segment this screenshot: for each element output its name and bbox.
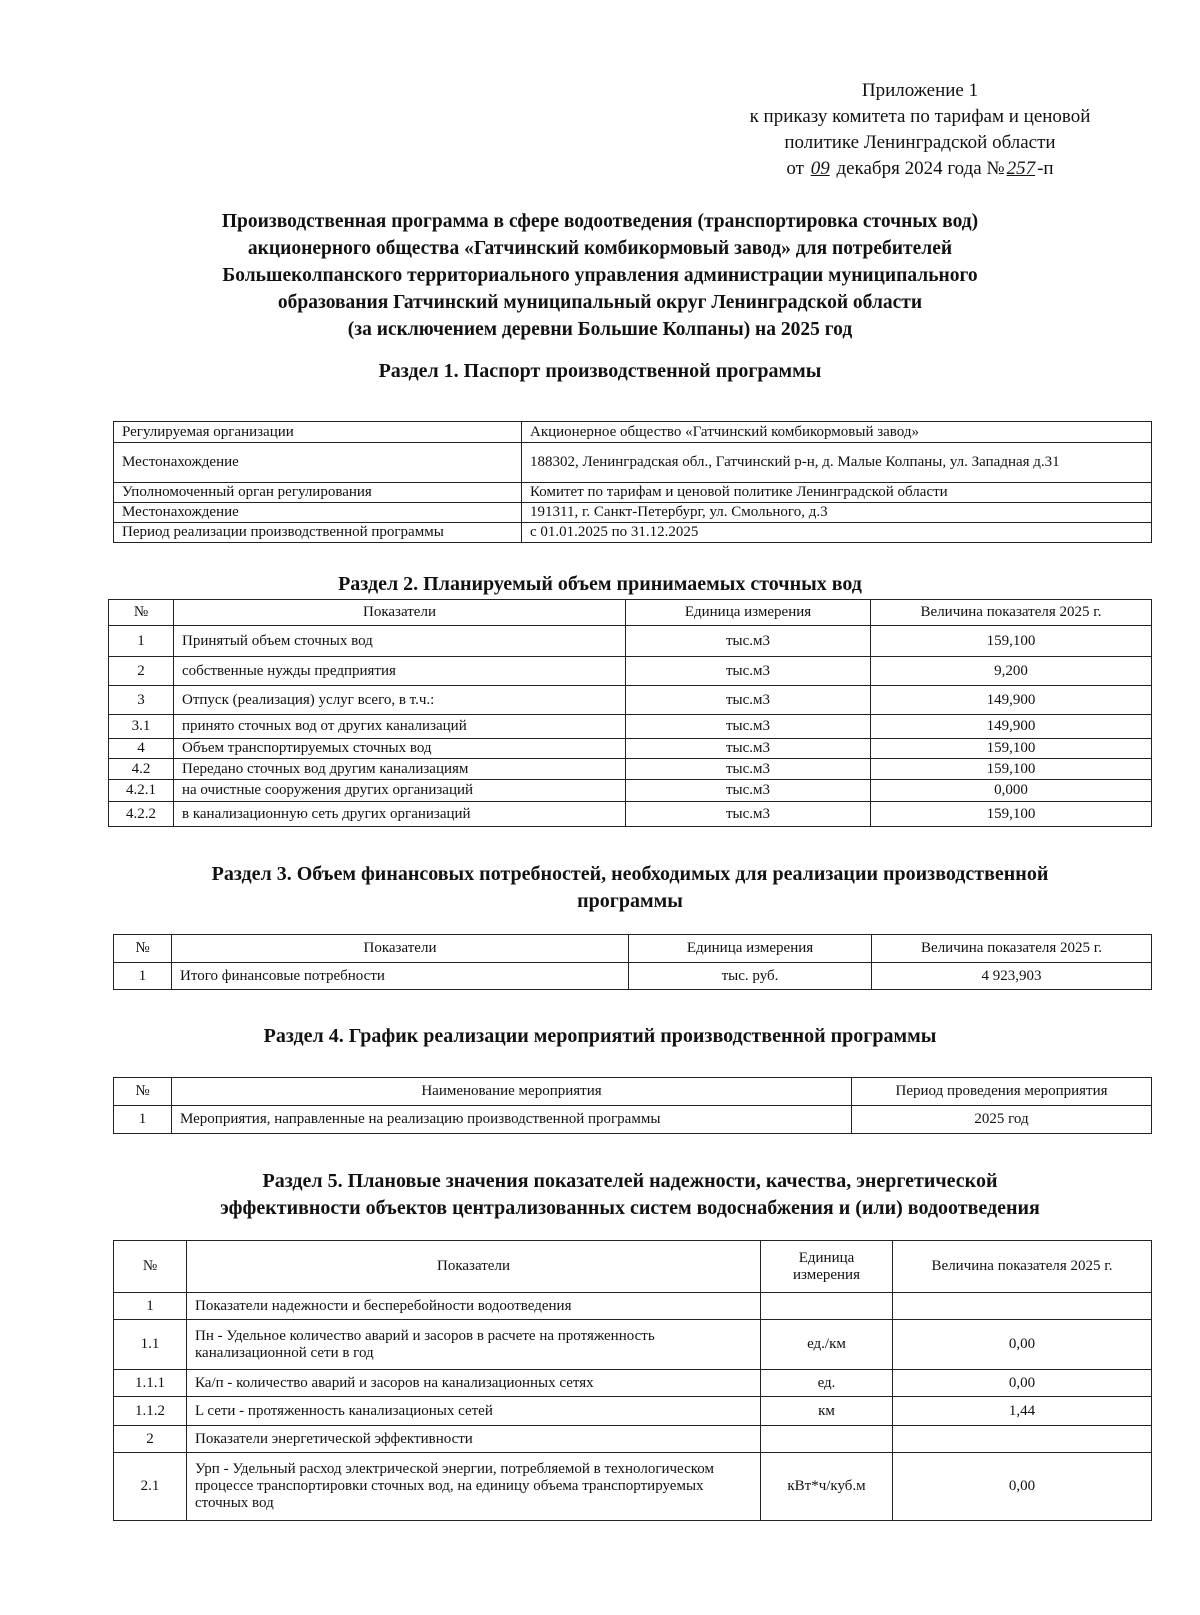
section-5-title-line-1: Раздел 5. Плановые значения показателей надежности, качества, энергетической	[262, 1170, 998, 1192]
row-value: 0,00	[893, 1453, 1152, 1521]
col-header-unit: Единица измерения	[629, 935, 872, 963]
row-num: 4.2.1	[109, 780, 174, 802]
row-value: 4 923,903	[872, 963, 1152, 990]
section-3-title-line-2: программы	[577, 890, 683, 912]
row-unit: тыс.м3	[626, 780, 871, 802]
section-3-title	[110, 861, 1150, 915]
row-name: в канализационную сеть других организаций	[174, 802, 626, 827]
row-num: 2.1	[114, 1453, 187, 1521]
row-num: 2	[114, 1426, 187, 1453]
table-header-row	[114, 1078, 1152, 1106]
row-name: Ка/п - количество аварий и засоров на канализационных сетях	[187, 1370, 761, 1397]
passport-value: Комитет по тарифам и ценовой политике Ленинградской области	[522, 483, 1152, 503]
row-num: 1.1	[114, 1320, 187, 1370]
row-value: 0,00	[893, 1370, 1152, 1397]
row-value: 149,900	[871, 686, 1152, 715]
row-name: принято сточных вод от других канализаций	[174, 715, 626, 739]
section-1-title: Раздел 1. Паспорт производственной программы	[378, 360, 822, 382]
row-unit: тыс.м3	[626, 759, 871, 780]
row-value: 159,100	[871, 759, 1152, 780]
table-row	[109, 759, 1152, 780]
appendix-line-3: политике Ленинградской области	[784, 132, 1056, 153]
passport-label: Регулируемая организации	[114, 422, 522, 443]
row-num: 1.1.1	[114, 1370, 187, 1397]
row-num: 1	[114, 1106, 172, 1134]
col-header-value: Величина показателя 2025 г.	[872, 935, 1152, 963]
wastewater-volume-table	[108, 599, 1152, 827]
table-row	[114, 1453, 1152, 1521]
row-name: Объем транспортируемых сточных вод	[174, 739, 626, 759]
passport-value: 191311, г. Санкт-Петербург, ул. Смольного, д.3	[522, 503, 1152, 523]
title-line-5: (за исключением деревни Большие Колпаны) на 2025 год	[347, 319, 853, 340]
row-name: Пн - Удельное количество аварий и засоров в расчете на протяженность канализационной сети в год	[187, 1320, 761, 1370]
section-5-title	[110, 1168, 1150, 1222]
col-header-indicator: Показатели	[172, 935, 629, 963]
row-name: Принятый объем сточных вод	[174, 626, 626, 657]
row-value: 159,100	[871, 739, 1152, 759]
col-header-num: №	[109, 600, 174, 626]
row-num: 4.2	[109, 759, 174, 780]
col-header-value: Величина показателя 2025 г.	[871, 600, 1152, 626]
row-value: 159,100	[871, 802, 1152, 827]
row-unit: тыс.м3	[626, 657, 871, 686]
title-line-2: акционерного общества «Гатчинский комбикормовый завод» для потребителей	[247, 238, 953, 259]
row-period: 2025 год	[852, 1106, 1152, 1134]
row-unit	[761, 1426, 893, 1453]
appendix-date-line	[690, 156, 1150, 182]
passport-value: Акционерное общество «Гатчинский комбикормовый завод»	[522, 422, 1152, 443]
row-num: 1	[109, 626, 174, 657]
order-suffix: -п	[1037, 158, 1054, 179]
row-value: 1,44	[893, 1397, 1152, 1426]
table-row	[109, 626, 1152, 657]
table-row	[114, 503, 1152, 523]
col-header-indicator: Показатели	[187, 1241, 761, 1293]
row-value: 0,000	[871, 780, 1152, 802]
table-row	[114, 963, 1152, 990]
appendix-line-1: Приложение 1	[861, 80, 979, 101]
table-row	[109, 686, 1152, 715]
table-row	[114, 1293, 1152, 1320]
table-header-row	[114, 935, 1152, 963]
row-value	[893, 1426, 1152, 1453]
row-name: Отпуск (реализация) услуг всего, в т.ч.:	[174, 686, 626, 715]
table-header-row	[109, 600, 1152, 626]
row-unit: ед./км	[761, 1320, 893, 1370]
row-name: Мероприятия, направленные на реализацию производственной программы	[172, 1106, 852, 1134]
title-line-3: Большеколпанского территориального управления администрации муниципального	[222, 265, 978, 286]
passport-label: Местонахождение	[114, 443, 522, 483]
row-unit: кВт*ч/куб.м	[761, 1453, 893, 1521]
reliability-indicators-table	[113, 1240, 1152, 1521]
date-middle: декабря 2024 года №	[836, 158, 1005, 179]
row-unit: тыс.м3	[626, 626, 871, 657]
passport-value: с 01.01.2025 по 31.12.2025	[522, 523, 1152, 543]
row-value	[893, 1293, 1152, 1320]
passport-value: 188302, Ленинградская обл., Гатчинский р-н, д. Малые Колпаны, ул. Западная д.31	[522, 443, 1152, 483]
col-header-num: №	[114, 1241, 187, 1293]
table-row	[114, 1370, 1152, 1397]
table-row	[109, 715, 1152, 739]
row-value: 159,100	[871, 626, 1152, 657]
appendix-line-2: к приказу комитета по тарифам и ценовой	[749, 106, 1091, 127]
table-row	[114, 422, 1152, 443]
row-unit	[761, 1293, 893, 1320]
row-name: Передано сточных вод другим канализациям	[174, 759, 626, 780]
col-header-activity: Наименование мероприятия	[172, 1078, 852, 1106]
table-row	[109, 802, 1152, 827]
col-header-unit: Единица измерения	[761, 1241, 893, 1293]
row-num: 3	[109, 686, 174, 715]
row-name: L сети - протяженность канализационых сетей	[187, 1397, 761, 1426]
title-line-1: Производственная программа в сфере водоотведения (транспортировка сточных вод)	[221, 211, 979, 232]
row-value: 149,900	[871, 715, 1152, 739]
passport-label: Уполномоченный орган регулирования	[114, 483, 522, 503]
table-row	[114, 523, 1152, 543]
document-title	[120, 208, 1080, 343]
passport-label: Период реализации производственной программы	[114, 523, 522, 543]
date-prefix: от	[786, 158, 804, 179]
row-num: 1	[114, 963, 172, 990]
row-num: 3.1	[109, 715, 174, 739]
row-num: 1	[114, 1293, 187, 1320]
schedule-table	[113, 1077, 1152, 1134]
row-name: Показатели надежности и бесперебойности водоотведения	[187, 1293, 761, 1320]
row-value: 9,200	[871, 657, 1152, 686]
row-name: Урп - Удельный расход электрической энергии, потребляемой в технологическом процессе транспортировки сточных вод, на единицу объема транспортируемых сточных вод	[187, 1453, 761, 1521]
row-name: Итого финансовые потребности	[172, 963, 629, 990]
order-number: 257	[1006, 158, 1036, 179]
section-3-title-line-1: Раздел 3. Объем финансовых потребностей, необходимых для реализации производственной	[211, 863, 1049, 885]
table-header-row	[114, 1241, 1152, 1293]
table-row	[109, 739, 1152, 759]
financial-needs-table	[113, 934, 1152, 990]
row-unit: тыс.м3	[626, 686, 871, 715]
table-row	[109, 780, 1152, 802]
col-header-period: Период проведения мероприятия	[852, 1078, 1152, 1106]
col-header-indicator: Показатели	[174, 600, 626, 626]
row-unit: тыс.м3	[626, 802, 871, 827]
appendix-header	[690, 78, 1150, 182]
table-row	[114, 1106, 1152, 1134]
col-header-value: Величина показателя 2025 г.	[893, 1241, 1152, 1293]
table-row	[114, 443, 1152, 483]
col-header-num: №	[114, 1078, 172, 1106]
table-row	[114, 1426, 1152, 1453]
title-line-4: образования Гатчинский муниципальный округ Ленинградской области	[277, 292, 923, 313]
table-row	[114, 483, 1152, 503]
row-unit: тыс. руб.	[629, 963, 872, 990]
passport-table	[113, 421, 1152, 543]
col-header-num: №	[114, 935, 172, 963]
row-name: на очистные сооружения других организаций	[174, 780, 626, 802]
section-2-title: Раздел 2. Планируемый объем принимаемых сточных вод	[338, 573, 862, 595]
row-name: собственные нужды предприятия	[174, 657, 626, 686]
table-row	[114, 1320, 1152, 1370]
date-day: 09	[810, 158, 830, 179]
passport-label: Местонахождение	[114, 503, 522, 523]
table-row	[109, 657, 1152, 686]
row-name: Показатели энергетической эффективности	[187, 1426, 761, 1453]
row-num: 1.1.2	[114, 1397, 187, 1426]
table-row	[114, 1397, 1152, 1426]
section-4-title: Раздел 4. График реализации мероприятий производственной программы	[263, 1025, 937, 1047]
row-num: 2	[109, 657, 174, 686]
row-num: 4.2.2	[109, 802, 174, 827]
row-value: 0,00	[893, 1320, 1152, 1370]
row-num: 4	[109, 739, 174, 759]
col-header-unit: Единица измерения	[626, 600, 871, 626]
row-unit: ед.	[761, 1370, 893, 1397]
row-unit: тыс.м3	[626, 715, 871, 739]
row-unit: тыс.м3	[626, 739, 871, 759]
row-unit: км	[761, 1397, 893, 1426]
section-5-title-line-2: эффективности объектов централизованных систем водоснабжения и (или) водоотведения	[220, 1197, 1040, 1219]
